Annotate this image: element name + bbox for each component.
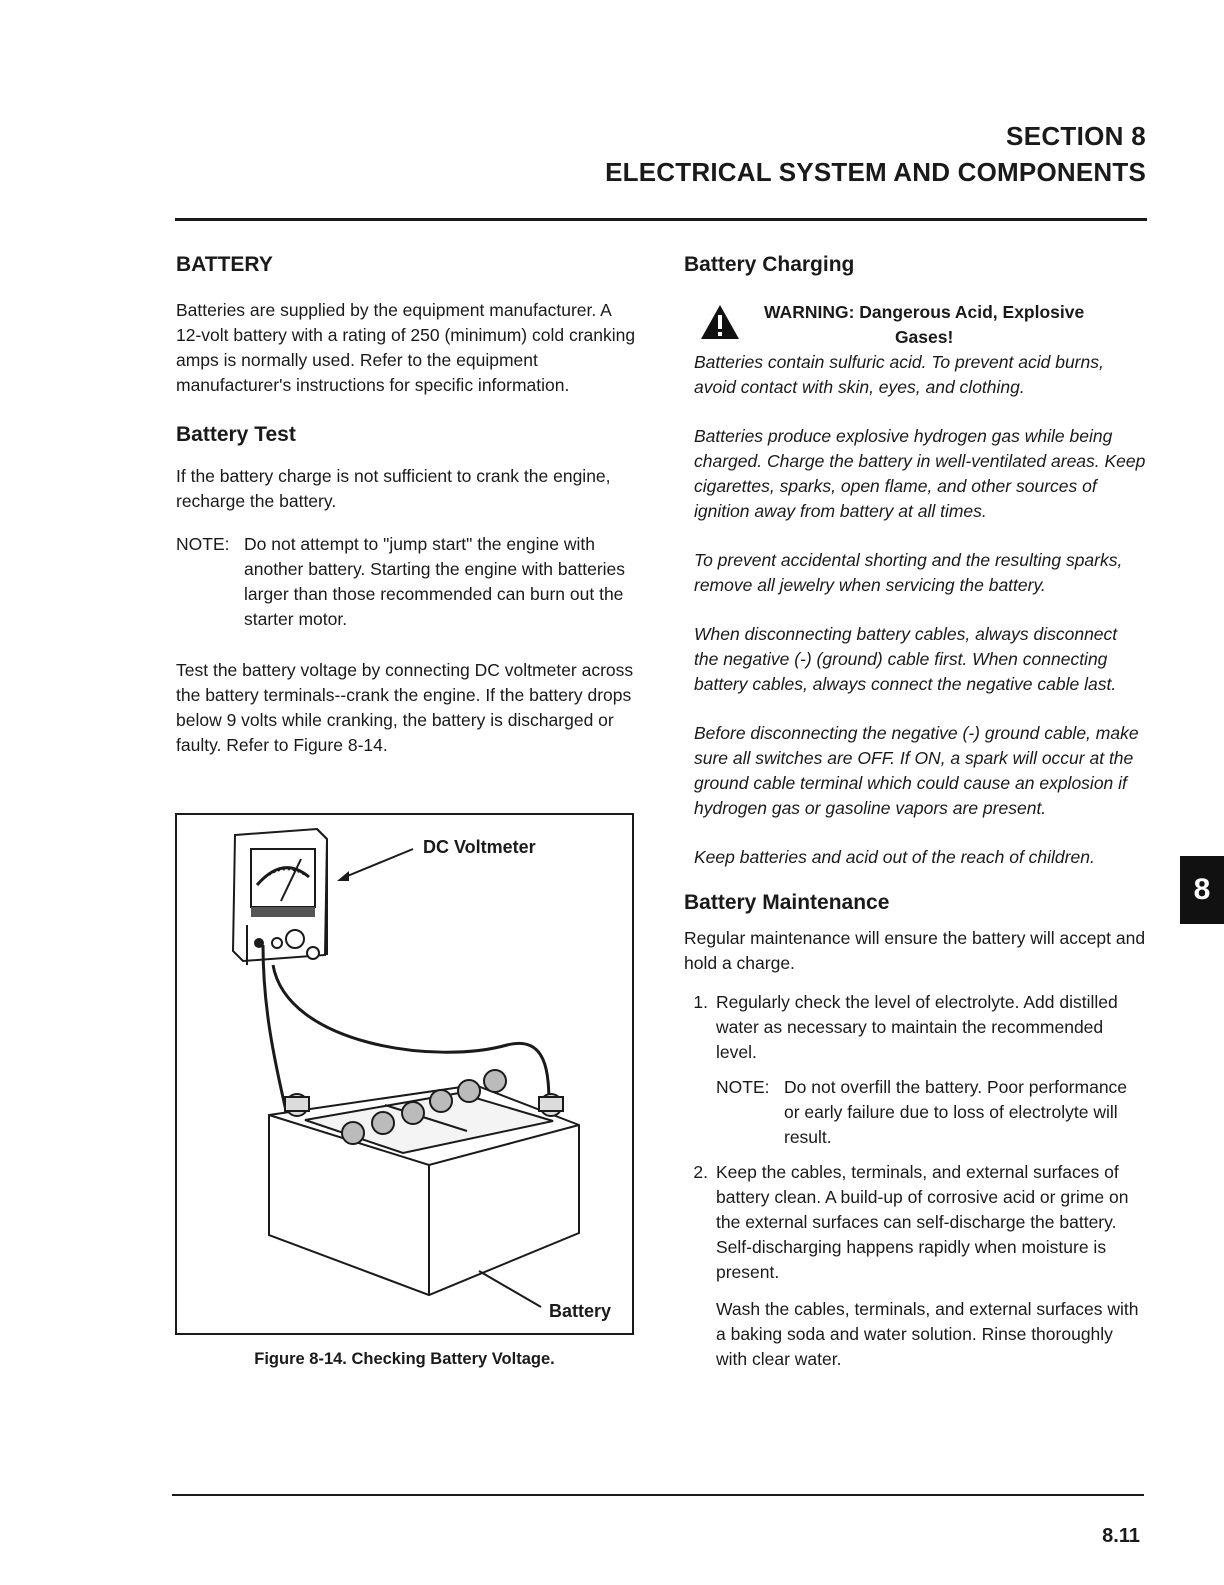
battery-maintenance-heading: Battery Maintenance [684,891,890,914]
step-number: 1. [693,992,708,1012]
list-item [684,1160,1146,1372]
warning-block [684,300,1146,350]
warning-children: Keep batteries and acid out of the reach of children. [694,847,1095,867]
warning-jewelry: To prevent accidental shorting and the resulting sparks, remove all jewelry when servicing the battery. [694,550,1123,595]
warning-sulfuric-acid: Batteries contain sulfuric acid. To prevent acid burns, avoid contact with skin, eyes, and clothing. [694,352,1104,397]
figure-battery-voltage [175,813,634,1335]
step-extra-text: Wash the cables, terminals, and external surfaces with a baking soda and water solution. Rinse thoroughly with clear water. [716,1299,1139,1369]
warning-title-line1: WARNING: Dangerous Acid, Explosive [764,302,1085,322]
battery-intro: Batteries are supplied by the equipment manufacturer. A 12-volt battery with a rating of 250 (minimum) cold cranking amps is normally used. Refer to the equipment manufacturer's instructions for specific information. [176,300,636,395]
warning-cable-order: When disconnecting battery cables, always disconnect the negative (-) (ground) cable first. When connecting battery cables, always connect the negative cable last. [694,624,1118,694]
left-column [176,252,638,758]
page-number: 8.11 [1102,1525,1140,1547]
battery-charging-heading: Battery Charging [684,253,855,276]
list-item [684,990,1146,1150]
battery-icon [269,1070,579,1295]
figure-caption: Figure 8-14. Checking Battery Voltage. [254,1350,555,1368]
warning-title-line2: Gases! [894,327,954,347]
note-label: NOTE: [716,1077,770,1097]
jump-start-note [176,532,638,632]
voltage-test-paragraph: Test the battery voltage by connecting DC voltmeter across the battery terminals--crank the engine. If the battery drops below 9 volts while cranking, the battery is discharged or faulty. Refer to Figure 8-14. [176,660,634,755]
footer-rule [172,1494,1144,1496]
battery-test-heading: Battery Test [176,423,296,446]
warning-hydrogen-gas: Batteries produce explosive hydrogen gas while being charged. Charge the battery in well-ventilated areas. Keep cigarettes, sparks, open flame, and other sources of ignition away from battery at all times. [694,426,1146,521]
voltmeter-battery-illustration [177,815,632,1333]
right-column [684,252,1146,1382]
maintenance-intro: Regular maintenance will ensure the battery will accept and hold a charge. [684,928,1146,973]
battery-label: Battery [549,1301,612,1321]
warning-triangle-icon [700,304,740,340]
voltmeter-label: DC Voltmeter [423,837,536,857]
note-text: Do not overfill the battery. Poor performance or early failure due to loss of electrolyte will result. [784,1077,1128,1147]
step-number: 2. [693,1162,708,1182]
overfill-note [716,1075,1146,1150]
maintenance-steps [684,990,1146,1372]
section-number: SECTION 8 [1006,121,1146,151]
warning-title [764,300,1084,350]
page-header [605,118,1146,190]
step-text: Regularly check the level of electrolyte. Add distilled water as necessary to maintain the recommended level. [716,992,1118,1062]
note-text: Do not attempt to "jump start" the engine with another battery. Starting the engine with batteries larger than those recommended can burn out the starter motor. [244,534,626,629]
voltmeter-icon [233,829,327,965]
warning-switches-off: Before disconnecting the negative (-) ground cable, make sure all switches are OFF. If ON, a spark will occur at the ground cable terminal which could cause an explosion if hydrogen gas or gasoline vapors are present. [694,723,1139,818]
header-rule [175,218,1147,221]
step-text: Keep the cables, terminals, and external surfaces of battery clean. A build-up of corrosive acid or grime on the external surfaces can self-discharge the battery. Self-discharging happens rapidly when moisture is present. [716,1162,1129,1282]
battery-test-paragraph: If the battery charge is not sufficient to crank the engine, recharge the battery. [176,466,611,511]
note-label: NOTE: [176,534,230,554]
battery-heading: BATTERY [176,253,273,276]
section-tab: 8 [1180,856,1224,924]
section-title: ELECTRICAL SYSTEM AND COMPONENTS [605,157,1146,187]
